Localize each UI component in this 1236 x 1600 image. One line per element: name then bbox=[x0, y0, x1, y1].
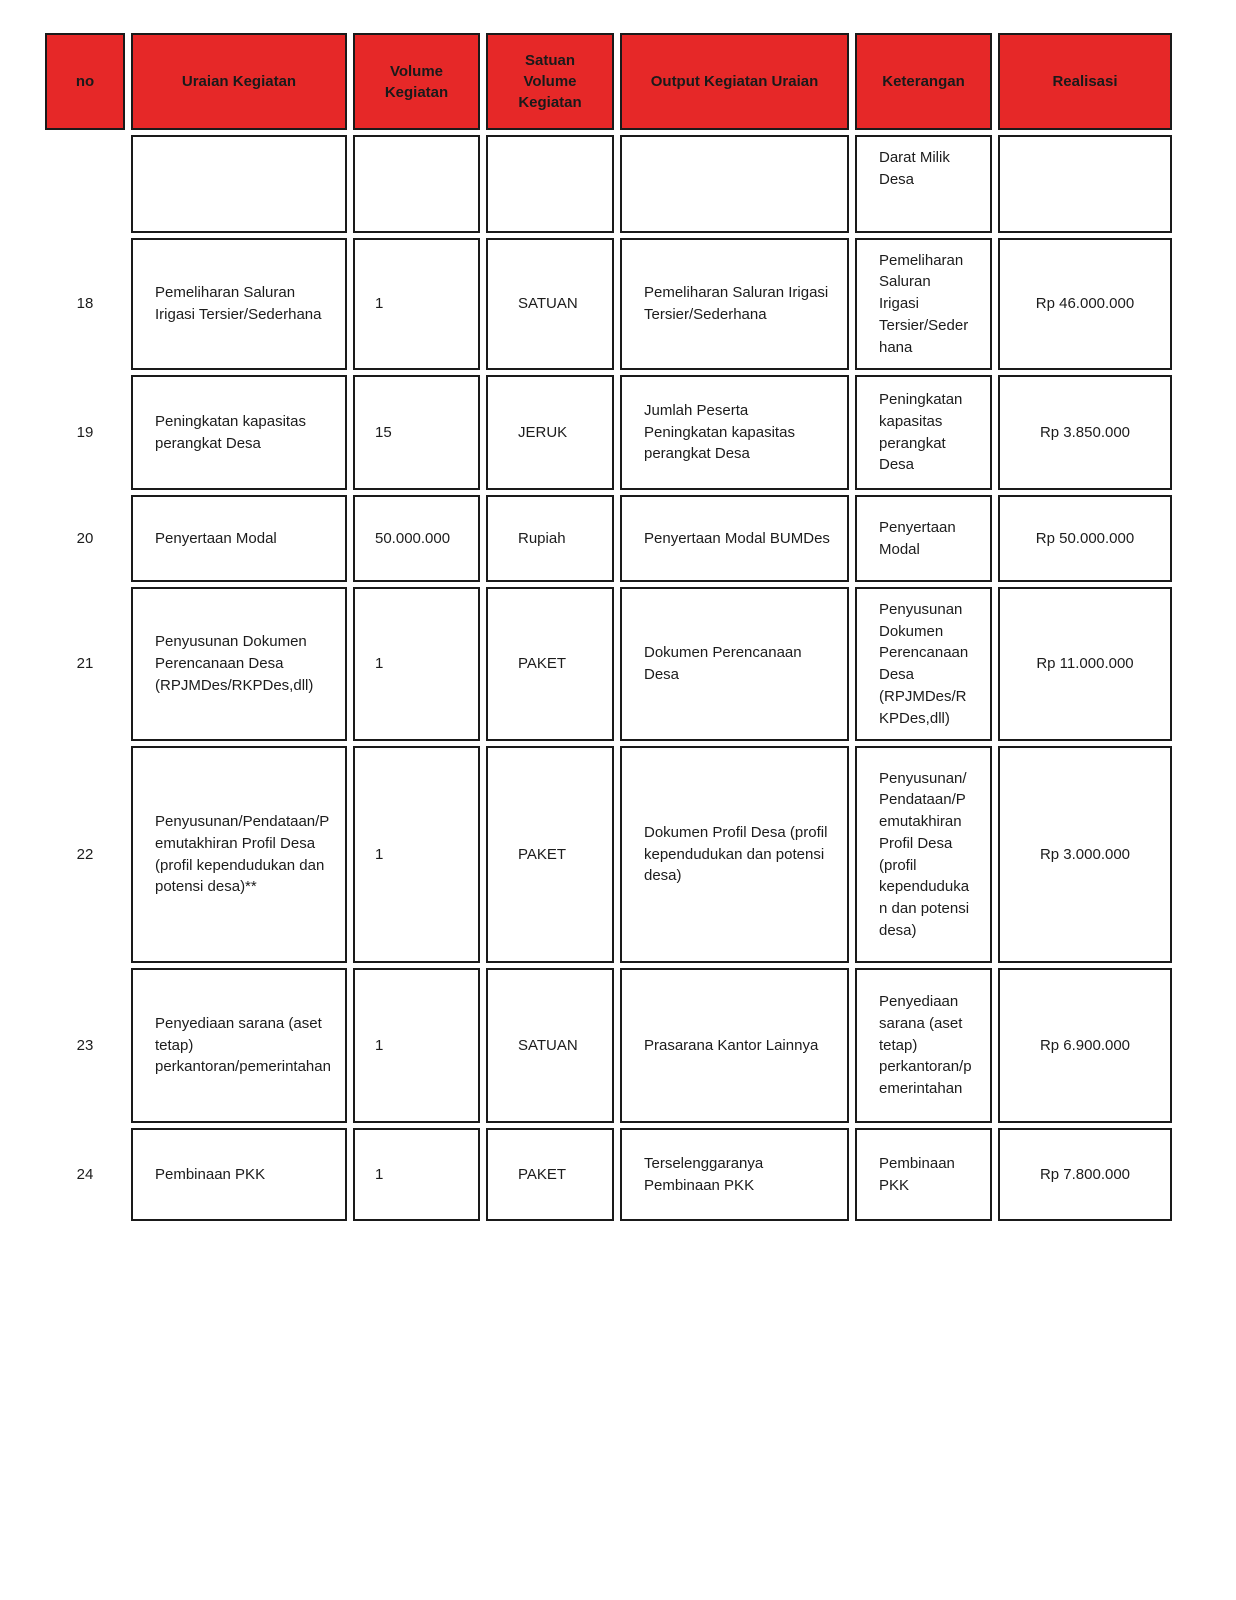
cell-realisasi: Rp 11.000.000 bbox=[998, 587, 1172, 741]
cell-volume: 15 bbox=[353, 375, 480, 490]
cell-keterangan: Penyertaan Modal bbox=[855, 495, 992, 582]
cell-output: Dokumen Profil Desa (profil kependudukan dan potensi desa) bbox=[620, 746, 849, 963]
cell-realisasi: Rp 6.900.000 bbox=[998, 968, 1172, 1123]
cell-keterangan: Penyusunan Dokumen Perencanaan Desa (RPJMDes/RKPDes,dll) bbox=[855, 587, 992, 741]
cell-output: Dokumen Perencanaan Desa bbox=[620, 587, 849, 741]
cell-keterangan: Peningkatan kapasitas perangkat Desa bbox=[855, 375, 992, 490]
cell-keterangan: Pemeliharan Saluran Irigasi Tersier/Sederhana bbox=[855, 238, 992, 370]
table-row-19 bbox=[45, 375, 1175, 490]
cell-volume: 1 bbox=[353, 238, 480, 370]
cell-keterangan: Penyediaan sarana (aset tetap) perkantoran/pemerintahan bbox=[855, 968, 992, 1123]
cell-uraian bbox=[131, 135, 347, 233]
table-row-22 bbox=[45, 746, 1175, 963]
cell-realisasi: Rp 50.000.000 bbox=[998, 495, 1172, 582]
cell-no bbox=[45, 135, 125, 233]
cell-keterangan: Penyusunan/Pendataan/Pemutakhiran Profil Desa (profil kependudukan dan potensi desa) bbox=[855, 746, 992, 963]
cell-satuan: SATUAN bbox=[486, 238, 614, 370]
cell-realisasi: Rp 7.800.000 bbox=[998, 1128, 1172, 1221]
header-cell-keterangan: Keterangan bbox=[855, 33, 992, 130]
cell-volume: 1 bbox=[353, 1128, 480, 1221]
cell-no: 24 bbox=[76, 1165, 94, 1183]
cell-realisasi bbox=[998, 135, 1172, 233]
cell-satuan: JERUK bbox=[486, 375, 614, 490]
cell-keterangan: Darat Milik Desa bbox=[855, 135, 992, 233]
cell-output: Penyertaan Modal BUMDes bbox=[620, 495, 849, 582]
cell-no: 23 bbox=[76, 1036, 94, 1054]
cell-volume: 50.000.000 bbox=[353, 495, 480, 582]
cell-uraian: Penyertaan Modal bbox=[131, 495, 347, 582]
cell-satuan: PAKET bbox=[486, 587, 614, 741]
cell-volume: 1 bbox=[353, 968, 480, 1123]
cell-satuan: PAKET bbox=[486, 746, 614, 963]
cell-satuan: SATUAN bbox=[486, 968, 614, 1123]
cell-no: 21 bbox=[76, 655, 94, 673]
cell-satuan: PAKET bbox=[486, 1128, 614, 1221]
cell-uraian: Pembinaan PKK bbox=[131, 1128, 347, 1221]
cell-no: 19 bbox=[76, 423, 94, 441]
table-header-row bbox=[45, 33, 1175, 130]
cell-uraian: Penyusunan Dokumen Perencanaan Desa (RPJMDes/RKPDes,dll) bbox=[131, 587, 347, 741]
cell-realisasi: Rp 3.850.000 bbox=[998, 375, 1172, 490]
header-cell-satuan: Satuan Volume Kegiatan bbox=[486, 33, 614, 130]
cell-satuan: Rupiah bbox=[486, 495, 614, 582]
cell-uraian: Penyusunan/Pendataan/Pemutakhiran Profil Desa (profil kependudukan dan potensi desa)** bbox=[131, 746, 347, 963]
cell-realisasi: Rp 46.000.000 bbox=[998, 238, 1172, 370]
cell-no: 22 bbox=[76, 845, 94, 863]
cell-no: 18 bbox=[76, 295, 94, 313]
cell-volume: 1 bbox=[353, 587, 480, 741]
cell-output: Terselenggaranya Pembinaan PKK bbox=[620, 1128, 849, 1221]
cell-realisasi: Rp 3.000.000 bbox=[998, 746, 1172, 963]
cell-output: Pemeliharan Saluran Irigasi Tersier/Sederhana bbox=[620, 238, 849, 370]
cell-uraian: Pemeliharan Saluran Irigasi Tersier/Sederhana bbox=[131, 238, 347, 370]
cell-no: 20 bbox=[76, 529, 94, 547]
header-cell-no: no bbox=[45, 33, 125, 130]
table-row-24 bbox=[45, 1128, 1175, 1221]
table-row-continuation bbox=[45, 135, 1175, 233]
cell-volume bbox=[353, 135, 480, 233]
cell-output: Prasarana Kantor Lainnya bbox=[620, 968, 849, 1123]
cell-output: Jumlah Peserta Peningkatan kapasitas perangkat Desa bbox=[620, 375, 849, 490]
activity-realization-table bbox=[45, 33, 1175, 1226]
cell-keterangan: Pembinaan PKK bbox=[855, 1128, 992, 1221]
table-row-18 bbox=[45, 238, 1175, 370]
header-cell-uraian: Uraian Kegiatan bbox=[131, 33, 347, 130]
cell-uraian: Peningkatan kapasitas perangkat Desa bbox=[131, 375, 347, 490]
cell-uraian: Penyediaan sarana (aset tetap) perkantoran/pemerintahan bbox=[131, 968, 347, 1123]
table-row-23 bbox=[45, 968, 1175, 1123]
header-cell-volume: Volume Kegiatan bbox=[353, 33, 480, 130]
cell-volume: 1 bbox=[353, 746, 480, 963]
cell-satuan bbox=[486, 135, 614, 233]
header-cell-realisasi: Realisasi bbox=[998, 33, 1172, 130]
cell-output bbox=[620, 135, 849, 233]
table-row-21 bbox=[45, 587, 1175, 741]
table-row-20 bbox=[45, 495, 1175, 582]
header-cell-output: Output Kegiatan Uraian bbox=[620, 33, 849, 130]
